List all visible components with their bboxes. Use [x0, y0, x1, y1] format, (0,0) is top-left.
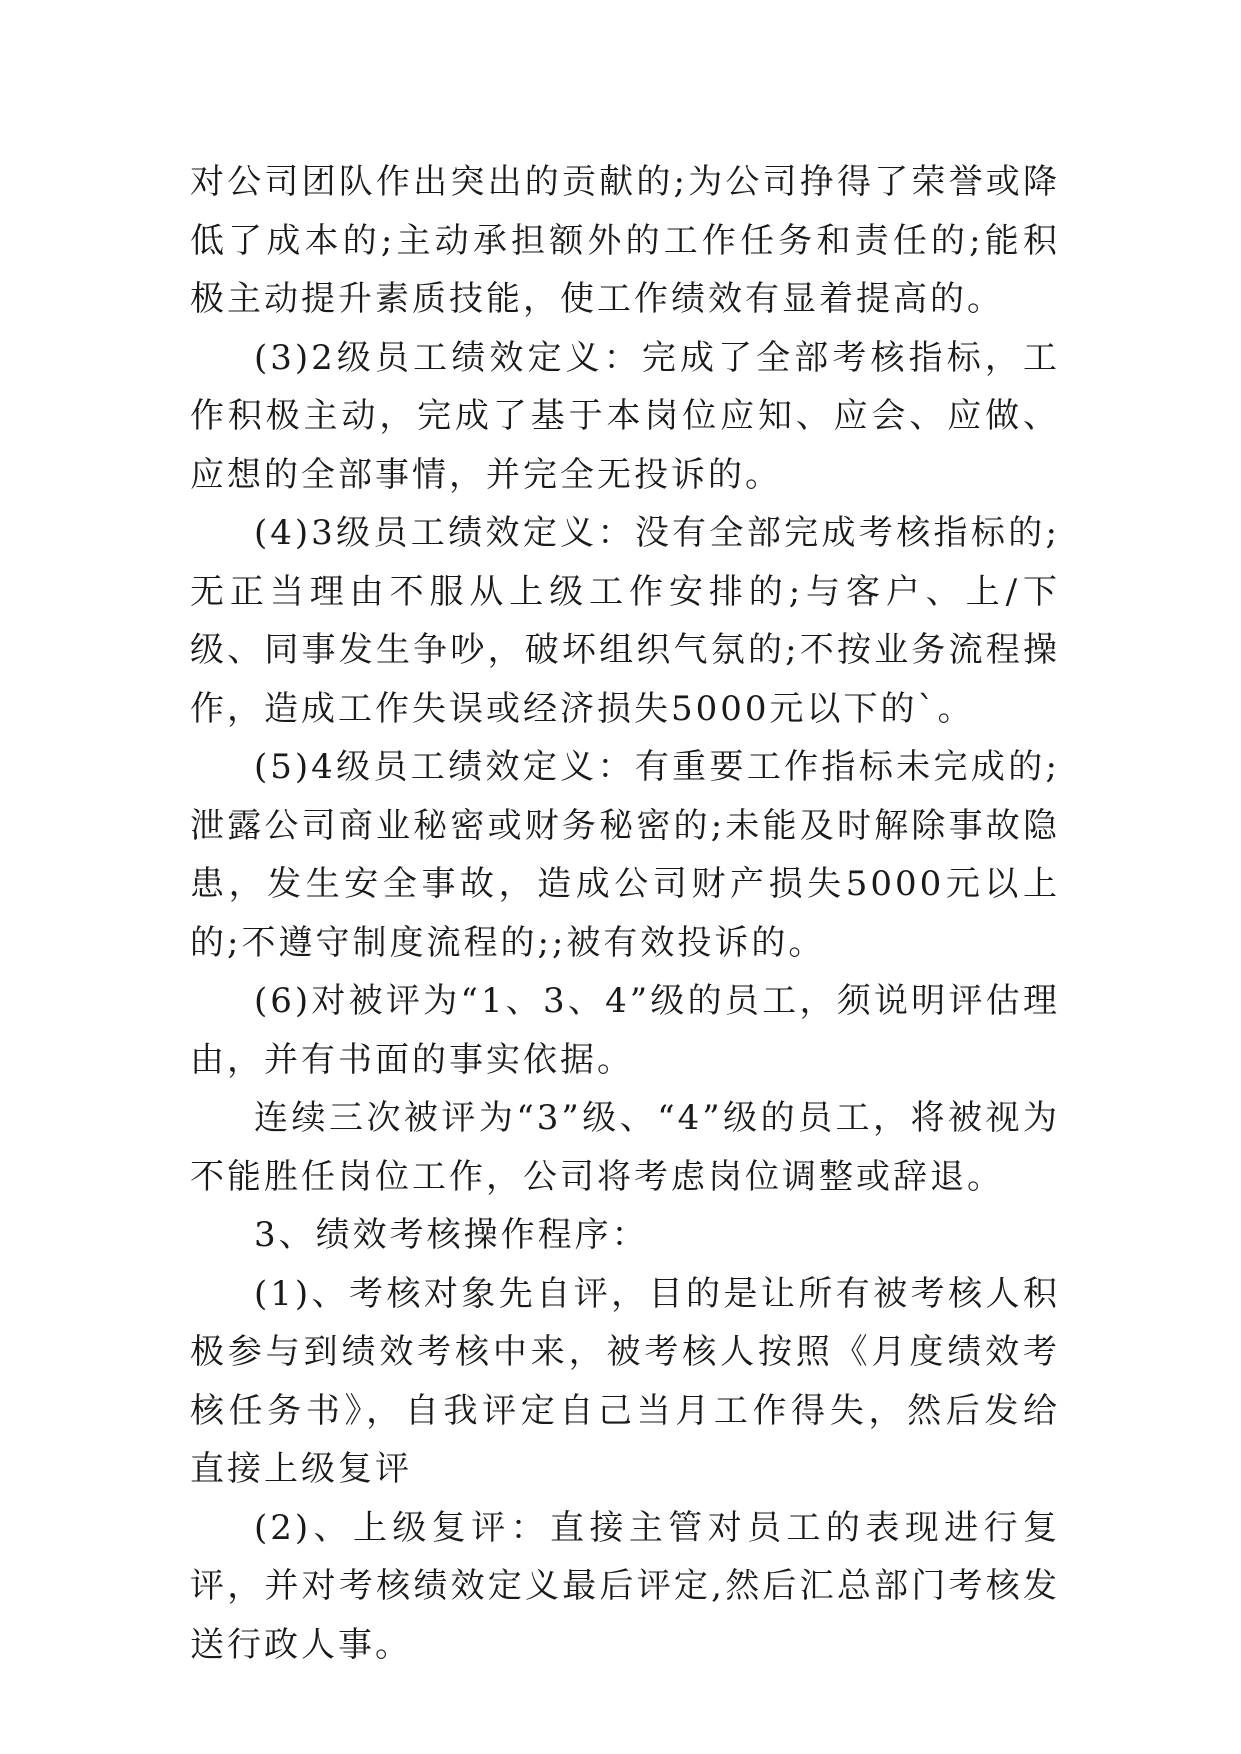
paragraph-2: (3)2级员工绩效定义：完成了全部考核指标，工作积极主动，完成了基于本岗位应知、应会、应做、应想的全部事情，并完全无投诉的。 [190, 337, 1060, 495]
paragraph-5: (6)对被评为“1、3、4”级的员工，须说明评估理由，并有书面的事实依据。 [190, 981, 1060, 1080]
document-body [190, 153, 1060, 1674]
paragraph-8: (1)、考核对象先自评，目的是让所有被考核人积极参与到绩效考核中来，被考核人按照《月度绩效考核任务书》，自我评定自己当月工作得失，然后发给直接上级复评 [190, 1273, 1060, 1489]
paragraph-4: (5)4级员工绩效定义：有重要工作指标未完成的;泄露公司商业秘密或财务秘密的;未能及时解除事故隐患，发生安全事故，造成公司财产损失5000元以上的;不遵守制度流程的;;被有效投诉的。 [190, 747, 1060, 963]
paragraph-6: 连续三次被评为“3”级、“4”级的员工，将被视为不能胜任岗位工作，公司将考虑岗位调整或辞退。 [190, 1098, 1060, 1197]
paragraph-1: 对公司团队作出突出的贡献的;为公司挣得了荣誉或降低了成本的;主动承担额外的工作任务和责任的;能积极主动提升素质技能，使工作绩效有显着提高的。 [190, 162, 1060, 319]
paragraph-7: 3、绩效考核操作程序： [254, 1215, 649, 1255]
paragraph-3: (4)3级员工绩效定义：没有全部完成考核指标的;无正当理由不服从上级工作安排的;与客户、上/下级、同事发生争吵，破坏组织气氛的;不按业务流程操作，造成工作失误或经济损失5000元以下的`。 [190, 513, 1060, 729]
paragraph-9: (2)、上级复评：直接主管对员工的表现进行复评，并对考核绩效定义最后评定,然后汇总部门考核发送行政人事。 [190, 1507, 1060, 1665]
